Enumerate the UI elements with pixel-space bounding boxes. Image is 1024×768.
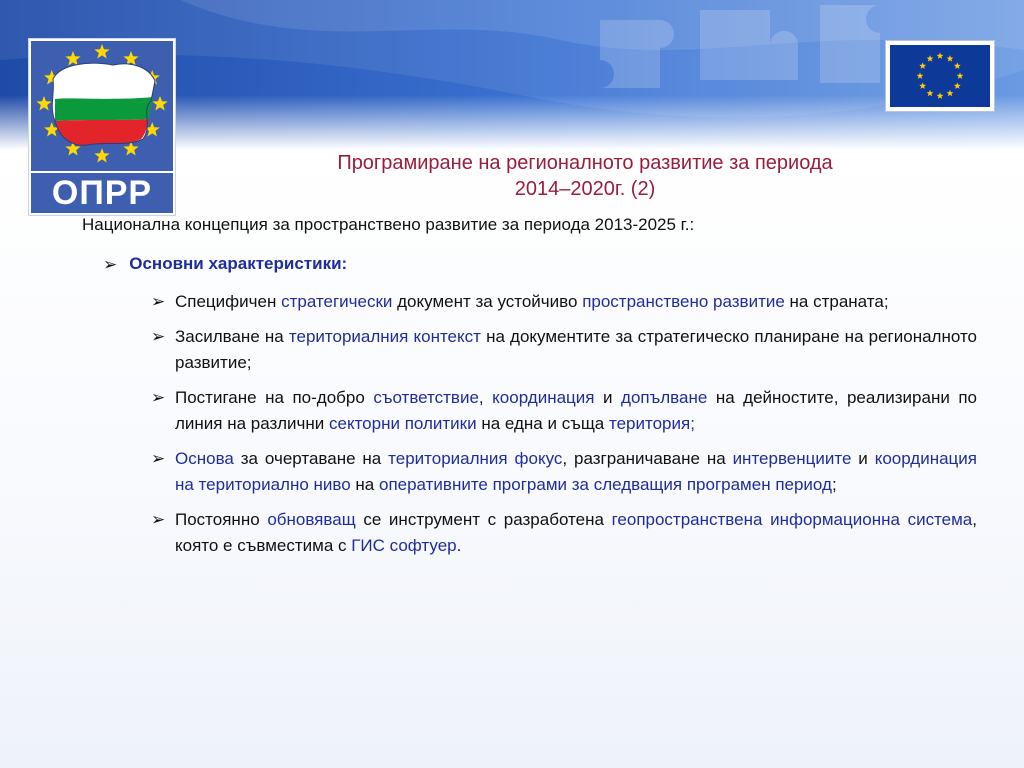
list-item-text: , която е съвместима с [175,510,977,555]
arrow-bullet-icon: ➢ [151,292,166,311]
list-item-text: на документите за стратегическо планиране на регионалното развитие; [175,327,977,372]
list-item [151,507,977,559]
star-icon [917,72,924,79]
list-item-text: на дейностите, реализирани по линия на различни [175,388,978,433]
list-item-text: ; [831,475,837,494]
eu-flag-field [890,45,990,107]
list-item [151,446,977,498]
list-item-text: на една и съща [476,414,609,433]
star-icon [152,96,167,110]
list-item-text: документ за устойчиво [392,292,583,311]
list-item-text: , [478,388,493,407]
list-item-text: , разграничаване на [562,449,733,468]
characteristics-list [151,289,977,568]
logo-text: ОПРР [31,173,173,213]
star-icon [947,55,954,62]
star-icon [927,90,934,97]
star-icon [954,82,961,89]
list-item-text: . [456,536,462,555]
list-item-text: се инструмент с разработена [355,510,612,529]
list-item-text: Засилване на [175,327,289,346]
highlighted-term: съответствие [373,388,479,407]
highlighted-term: териториалния фокус [388,449,563,468]
arrow-bullet-icon: ➢ [103,255,118,274]
list-item-text: за очертаване на [233,449,389,468]
main-characteristics-label: Основни характеристики: [129,254,348,273]
star-icon [927,55,934,62]
arrow-bullet-icon: ➢ [151,510,166,529]
star-icon [94,44,109,58]
list-item [151,324,977,376]
highlighted-term: Основа [175,449,234,468]
star-icon [947,90,954,97]
list-item-text: на страната; [784,292,889,311]
star-icon [65,51,80,65]
bulgaria-map-icon [31,41,173,171]
list-item-text: Постоянно [175,510,268,529]
highlighted-term: оперативните програми за следващия програмен период [378,475,832,494]
arrow-bullet-icon: ➢ [151,449,166,468]
star-icon [957,72,964,79]
star-icon [954,62,961,69]
title-line-1: Програмиране на регионалното развитие за периода [337,152,833,174]
highlighted-term: територия; [609,414,695,433]
highlighted-term: координация [492,388,595,407]
logo-art [31,41,173,171]
star-icon [937,92,944,99]
list-item [151,289,977,315]
highlighted-term: допълване [621,388,708,407]
arrow-bullet-icon: ➢ [151,388,166,407]
list-item [151,385,977,437]
list-item-text: Специфичен [175,292,282,311]
highlighted-term: териториалния контекст [288,327,481,346]
highlighted-term: стратегически [281,292,393,311]
eu-flag-icon [890,45,990,107]
star-icon [94,148,109,162]
list-item-text: Постигане на по-добро [175,388,374,407]
eu-flag [885,40,995,112]
highlighted-term: координация на териториално ниво [175,449,977,494]
star-icon [937,52,944,59]
star-icon [919,62,926,69]
highlighted-term: обновяващ [267,510,356,529]
title-line-2: 2014–2020г. (2) [514,178,656,200]
highlighted-term: секторни политики [329,414,477,433]
list-item-text: и [851,449,875,468]
highlighted-term: пространствено развитие [582,292,785,311]
list-item-text: на [350,475,379,494]
main-characteristics-item [103,252,347,278]
slide-title [230,150,940,202]
highlighted-term: геопространствена информационна система [611,510,973,529]
oprr-logo [28,38,176,216]
star-icon [919,82,926,89]
highlighted-term: ГИС софтуер [351,536,457,555]
highlighted-term: интервенциите [732,449,852,468]
list-item-text: и [594,388,622,407]
star-icon [36,96,51,110]
arrow-bullet-icon: ➢ [151,327,166,346]
concept-heading: Национална концепция за пространствено развитие за периода 2013-2025 г.: [82,215,695,234]
